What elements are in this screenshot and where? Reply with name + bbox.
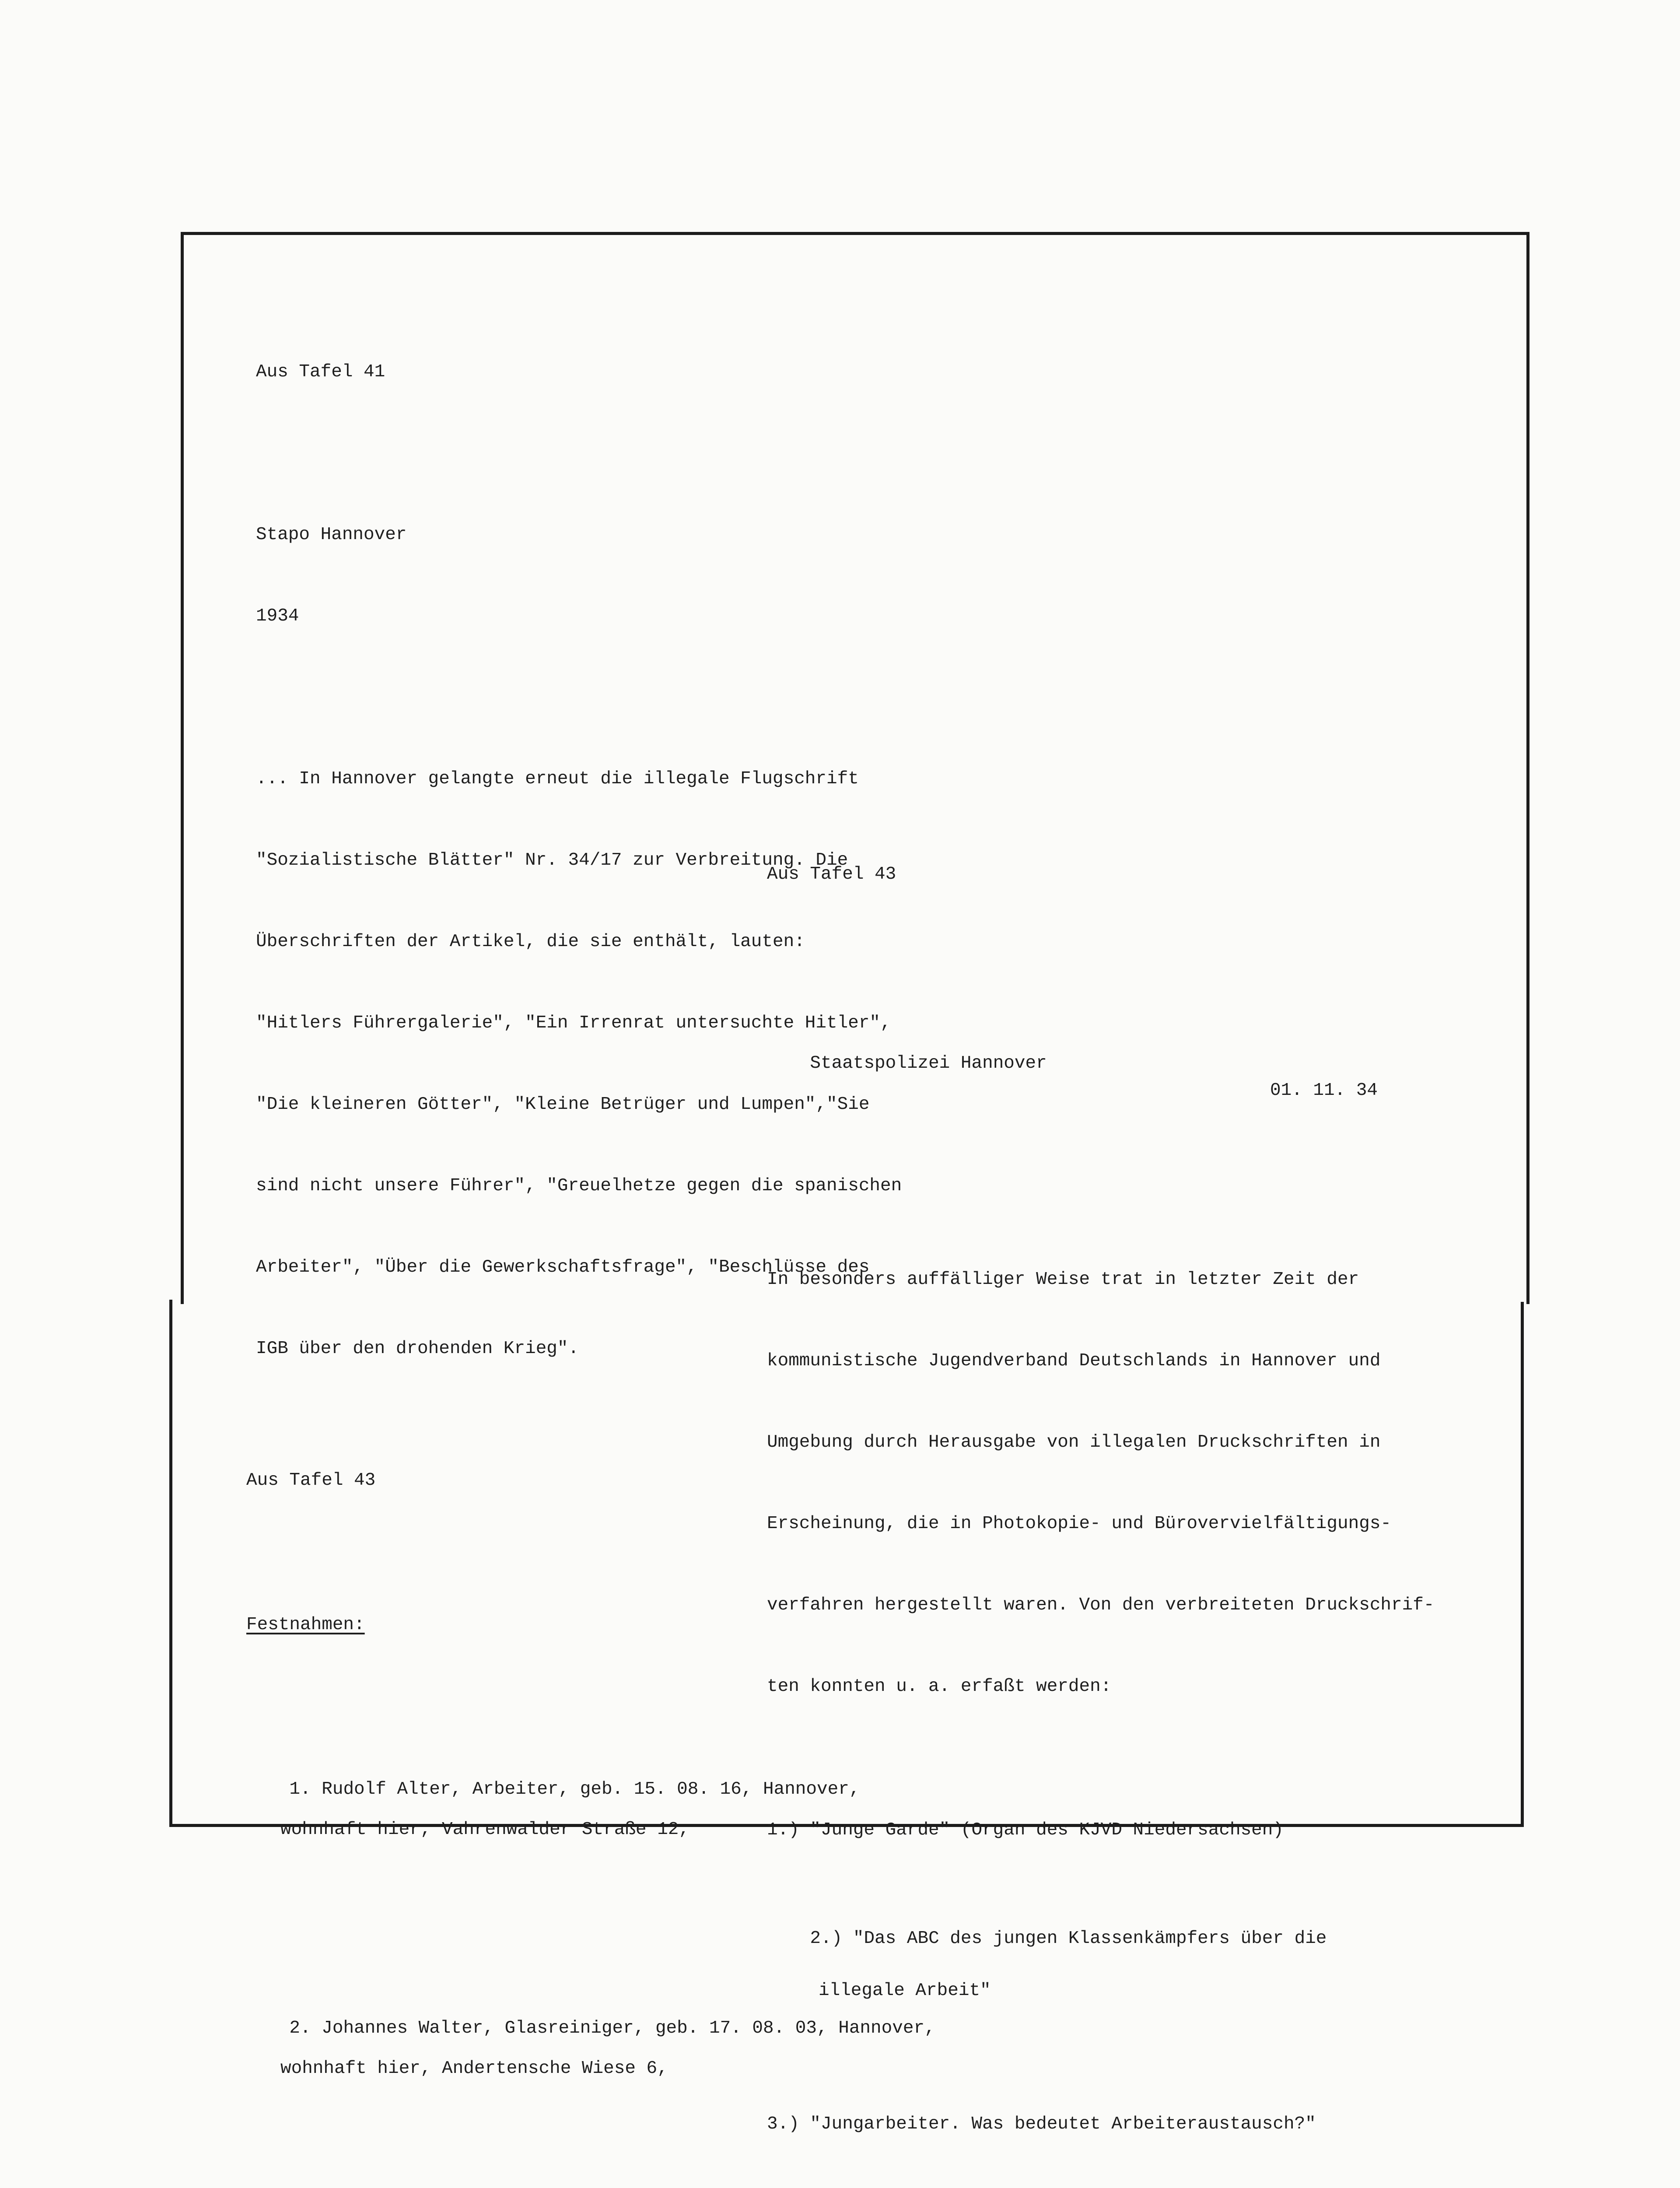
body-line: "Die kleineren Götter", "Kleine Betrüger und Lumpen","Sie <box>256 1094 870 1115</box>
body-line: "Sozialistische Blätter" Nr. 34/17 zur Verbreitung. Die <box>256 850 848 870</box>
body-line: Erscheinung, die in Photokopie- und Bürovervielfältigungs- <box>767 1514 1392 1534</box>
list-item-continuation: illegale Arbeit" <box>819 1981 991 2001</box>
body-line: Überschriften der Artikel, die sie enthält, lauten: <box>256 932 805 952</box>
body-line: verfahren hergestellt waren. Von den verbreiteten Druckschrif- <box>767 1595 1435 1615</box>
source-date-row <box>767 1023 1434 1131</box>
body-line: "Hitlers Führergalerie", "Ein Irrenrat untersuchte Hitler", <box>256 1013 891 1033</box>
body-line: IGB über den drohenden Krieg". <box>256 1339 579 1359</box>
body-line: Umgebung durch Herausgabe von illegalen Druckschriften in <box>767 1432 1381 1452</box>
list-item: 1.) "Junge Garde" (Organ des KJVD Niedersachsen) <box>767 1820 1284 1840</box>
list-item: 2.) "Das ABC des jungen Klassenkämpfers über die illegale Arbeit" <box>767 1898 1434 2056</box>
list-item: 3.) "Jungarbeiter. Was bedeutet Arbeiteraustausch?" <box>767 2114 1316 2134</box>
body-line: sind nicht unsere Führer", "Greuelhetze gegen die spanischen <box>256 1176 902 1196</box>
body-line: Arbeiter", "Über die Gewerkschaftsfrage", "Beschlüsse des <box>256 1257 870 1277</box>
person-entry-continuation: wohnhaft hier, Vahrenwalder Straße 12, <box>280 1820 690 1840</box>
person-entry-continuation: wohnhaft hier, Andertensche Wiese 6, <box>280 2058 668 2079</box>
section-heading: Aus Tafel 41 <box>256 362 385 382</box>
body-line: kommunistische Jugendverband Deutschlands in Hannover und <box>767 1351 1381 1371</box>
body-line: ten konnten u. a. erfaßt werden: <box>767 1676 1112 1697</box>
body-line: In besonders auffälliger Weise trat in letzter Zeit der <box>767 1269 1359 1290</box>
subheading: Festnahmen: <box>246 1615 365 1635</box>
source-label: Stapo Hannover <box>256 525 407 545</box>
date-label: 01. 11. 34 <box>1270 1080 1378 1101</box>
source-label: Staatspolizei Hannover <box>810 1053 1047 1073</box>
section-heading: Aus Tafel 43 <box>767 864 896 884</box>
person-entry: 1. Rudolf Alter, Arbeiter, geb. 15. 08. 16, Hannover, wohnhaft hier, Vahrenwalder Straße 12, <box>246 1759 935 1880</box>
section-tafel-43-festnahmen <box>246 1413 935 2188</box>
body-line: ... In Hannover gelangte erneut die illegale Flugschrift <box>256 769 859 789</box>
year-label: 1934 <box>256 606 299 626</box>
frame-seam <box>169 1300 172 1306</box>
person-entry: 2. Johannes Walter, Glasreiniger, geb. 17. 08. 03, Hannover, wohnhaft hier, Andertensche Wiese 6, <box>246 1998 935 2119</box>
section-heading: Aus Tafel 43 <box>246 1470 376 1490</box>
